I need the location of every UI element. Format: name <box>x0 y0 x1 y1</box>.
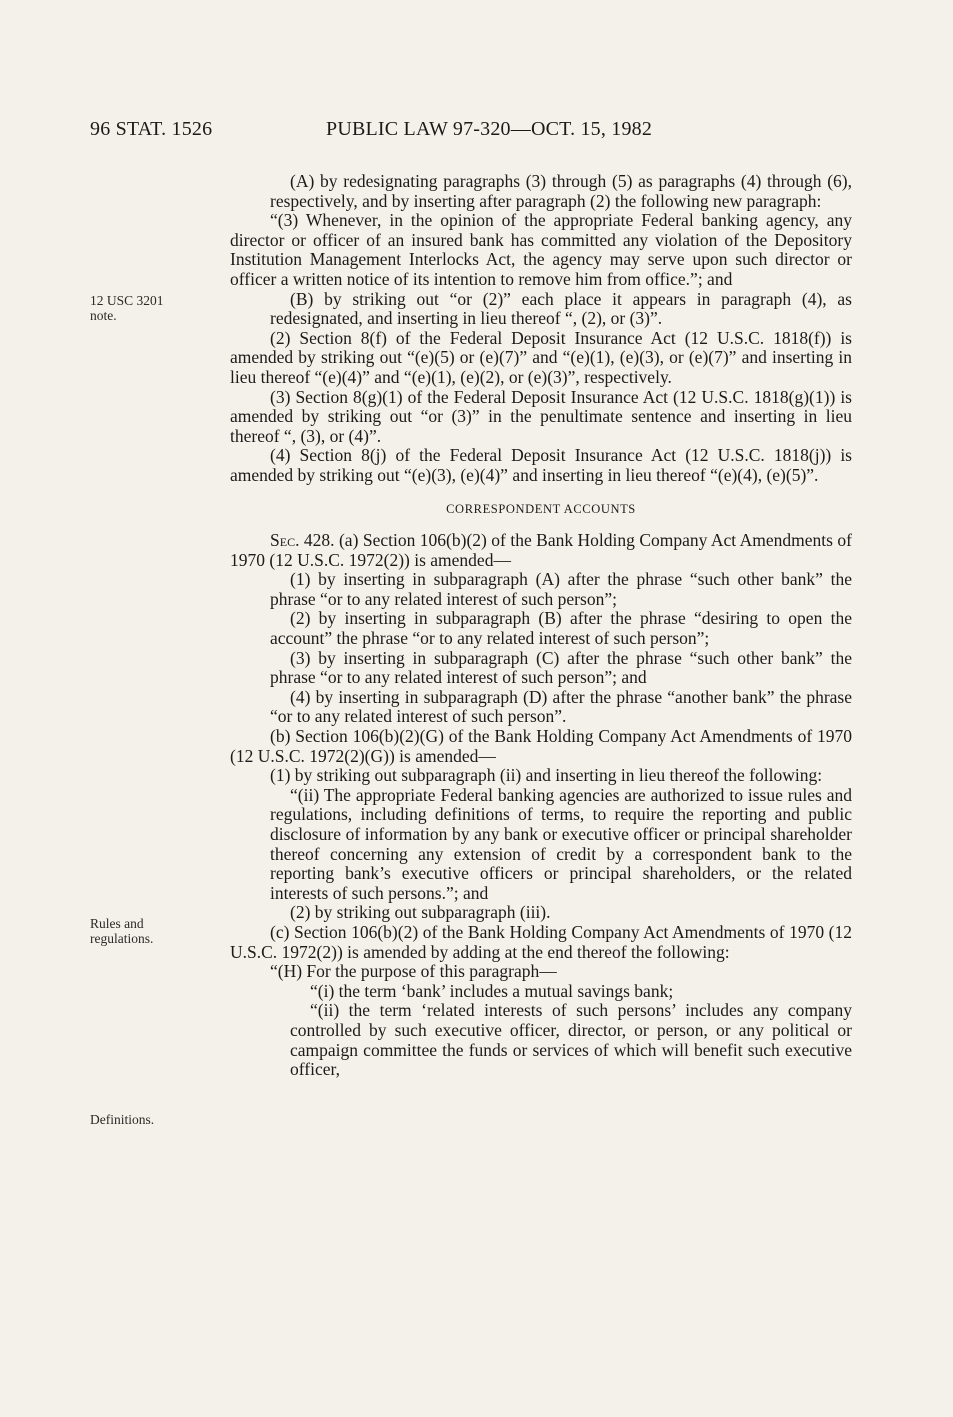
paragraph: (4) Section 8(j) of the Federal Deposit Insurance Act (12 U.S.C. 1818(j)) is amended by striking out “(e)(3), (e)(4)” and inserting in lieu thereof “(e)(4), (e)(5)”. <box>230 445 852 485</box>
margin-note-line: note. <box>90 308 117 323</box>
paragraph: (b) Section 106(b)(2)(G) of the Bank Holding Company Act Amendments of 1970 (12 U.S.C. 1972(2)(G)) is amended— <box>230 726 852 766</box>
section-heading: CORRESPONDENT ACCOUNTS <box>446 501 636 516</box>
paragraph: (3) Section 8(g)(1) of the Federal Deposit Insurance Act (12 U.S.C. 1818(g)(1)) is amended by striking out “or (3)” in the penultimate sentence and inserting in lieu thereof “, (3), or (4)”. <box>230 386 852 446</box>
section-428-intro <box>230 531 852 570</box>
paragraph: “(ii) The appropriate Federal banking agencies are authorized to issue rules and regulations, including definitions of terms, to require the reporting and public disclosure of information by any bank or executive officer or principal shareholder thereof concerning any extension of credit by a correspondent bank to the reporting bank’s executive officers or principal shareholders, or the related interests of such persons.”; and <box>270 784 852 903</box>
paragraph: (3) by inserting in subparagraph (C) after the phrase “such other bank” the phrase “or to any related interest of such person”; and <box>270 647 852 688</box>
paragraph: (1) by inserting in subparagraph (A) after the phrase “such other bank” the phrase “or to any related interest of such person”; <box>270 569 852 609</box>
public-law-title: PUBLIC LAW 97-320—OCT. 15, 1982 <box>326 118 653 140</box>
page-header <box>90 118 850 148</box>
paragraph: “(i) the term ‘bank’ includes a mutual savings bank; <box>310 980 674 1001</box>
margin-note-definitions <box>90 1112 190 1127</box>
stat-citation: 96 STAT. 1526 <box>90 118 213 140</box>
paragraph: (c) Section 106(b)(2) of the Bank Holding Company Act Amendments of 1970 (12 U.S.C. 1972(2)) is amended by adding at the end thereof the following: <box>230 921 852 962</box>
paragraph: (A) by redesignating paragraphs (3) through (5) as paragraphs (4) through (6), respectively, and by inserting after paragraph (2) the following new paragraph: <box>270 171 852 211</box>
margin-note-line: regulations. <box>90 931 154 946</box>
sec-text: 428. (a) Section 106(b)(2) of the Bank Holding Company Act Amendments of 1970 (12 U.S.C. 1972(2)) is amended— <box>230 530 852 570</box>
margin-note-usc <box>90 293 190 323</box>
paragraph: (1) by striking out subparagraph (ii) and inserting in lieu thereof the following: <box>270 765 823 786</box>
margin-note-rules <box>90 916 190 946</box>
paragraph: (2) by striking out subparagraph (iii). <box>290 902 551 923</box>
paragraph: (4) by inserting in subparagraph (D) after the phrase “another bank” the phrase “or to any related interest of such person”. <box>270 686 852 727</box>
body-text <box>230 172 852 1080</box>
paragraph: (2) by inserting in subparagraph (B) after the phrase “desiring to open the account” the phrase “or to any related interest of such person”; <box>270 608 852 649</box>
paragraph: “(H) For the purpose of this paragraph— <box>270 961 557 982</box>
margin-note-line: Definitions. <box>90 1112 155 1127</box>
paragraph: “(ii) the term ‘related interests of such persons’ includes any company controlled by such executive officer, director, or person, or any political or campaign committee the funds or services of which will benefit such executive officer, <box>290 1000 852 1080</box>
paragraph: “(3) Whenever, in the opinion of the appropriate Federal banking agency, any director or officer of an insured bank has committed any violation of the Depository Institution Management Interlocks Act, the agency may serve upon such director or officer a written notice of its intention to remove him from office.”; and <box>230 210 852 289</box>
paragraph: (2) Section 8(f) of the Federal Deposit Insurance Act (12 U.S.C. 1818(f)) is amended by striking out “(e)(5) or (e)(7)” and “(e)(1), (e)(3), or (e)(7)” and inserting in lieu thereof “(e)(4)” and “(e)(1), (e)(2), or (e)(3)”, respectively. <box>230 327 852 387</box>
paragraph: (B) by striking out “or (2)” each place it appears in paragraph (4), as redesignated, and inserting in lieu thereof “, (2), or (3)”. <box>270 288 852 329</box>
sec-label: Sec. <box>270 530 300 551</box>
margin-note-line: 12 USC 3201 <box>90 293 164 308</box>
margin-note-line: Rules and <box>90 916 144 931</box>
